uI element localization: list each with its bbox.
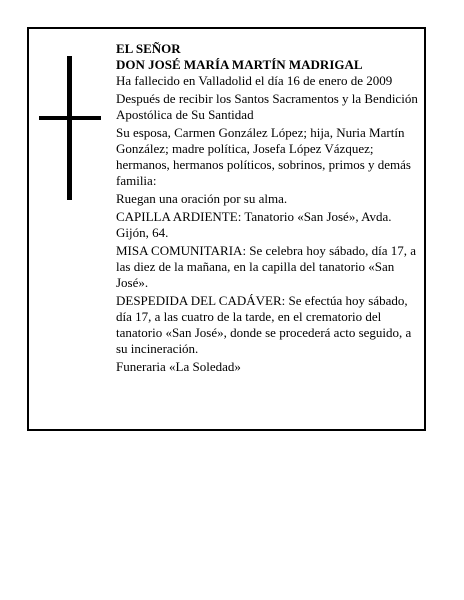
obituary-text	[116, 41, 419, 377]
farewell-info: DESPEDIDA DEL CADÁVER: Se efectúa hoy sábado, día 17, a las cuatro de la tarde, en el crematorio del tanatorio «San José», donde se procederá acto seguido, a su incineración.	[116, 293, 412, 356]
chapel-info: CAPILLA ARDIENTE: Tanatorio «San José», Avda. Gijón, 64.	[116, 209, 392, 240]
sacraments-line: Después de recibir los Santos Sacramentos y la Bendición Apostólica de Su Santidad	[116, 91, 418, 122]
cross-vertical-bar	[67, 56, 72, 200]
funeral-home: Funeraria «La Soledad»	[116, 359, 241, 374]
cross-icon	[39, 56, 101, 200]
obituary-notice	[27, 27, 426, 431]
notice-title: EL SEÑOR	[116, 41, 181, 56]
prayer-request: Ruegan una oración por su alma.	[116, 191, 288, 206]
cross-horizontal-bar	[39, 116, 101, 120]
mass-info: MISA COMUNITARIA: Se celebra hoy sábado, día 17, a las diez de la mañana, en la capilla del tanatorio «San José».	[116, 243, 417, 290]
family-list: Su esposa, Carmen González López; hija, Nuria Martín González; madre política, Josefa López Vázquez; hermanos, hermanos políticos, sobrinos, primos y demás familia:	[116, 125, 411, 188]
death-announcement: Ha fallecido en Valladolid el día 16 de enero de 2009	[116, 73, 393, 88]
deceased-name: DON JOSÉ MARÍA MARTÍN MADRIGAL	[116, 57, 363, 72]
